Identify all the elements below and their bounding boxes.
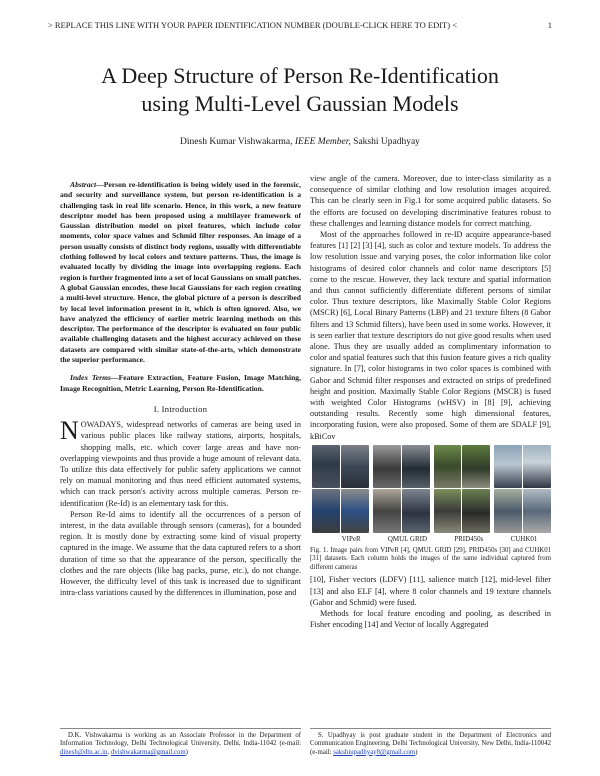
index-terms (60, 373, 301, 394)
figure-label: VIPeR (341, 534, 361, 543)
dropcap: N (60, 416, 79, 446)
footnote-left (60, 728, 301, 757)
figure-label: CUHK01 (510, 534, 538, 543)
paper-title (0, 62, 600, 118)
right-column (310, 173, 551, 630)
intro-paragraph-1-text: OWADAYS, widespread networks of cameras are being used in various public places like railway stations, airports, hospitals, shopping malls, etc. which cover large areas and have non-overlapping viewpoints and thus provide a huge amount of relevant data. To utilize this data effectively for public safety applications we cannot rely on manual monitoring and thus need efficient automated systems, which can track person's activity across multiple cameras. Person re-identification (Re-Id) is an elementary task for this. (60, 420, 301, 508)
abstract-text: —Person re-identification is being widely used in the forensic, and security and surveillance system, but person re-identification is a challenging task in real life scenario. Hence, in this work, a new feature descriptor model has been proposed using a multilayer framework of Gaussian distribution model on pixel features, which include color moments, color space values and Schmid filter responses. An image of a person usually consists of distinct body regions, usually with differentiable clothing followed by local colors and texture patterns. Thus, the image is evaluated locally by dividing the image into overlapping regions. Each region is further fragmented into a set of local Gaussians on small patches. A global Gaussian encodes, these local Gaussians for each region creating a multi-level structure. Hence, the global picture of a person is described by local level information present in it, which is often ignored. Also, we have analyzed the efficiency of earlier metric learning methods on this descriptor. The performance of the descriptor is evaluated on four public available challenging datasets and the highest accuracy achieved on these datasets are compared with similar state-of-the-arts, which demonstrate the superior performance. (60, 180, 301, 365)
abstract (60, 180, 301, 365)
author-1: Dinesh Kumar Vishwakarma, (180, 137, 293, 147)
intro-paragraph-1 (60, 416, 301, 509)
author-2: Sakshi Upadhyay (353, 137, 420, 147)
footnote-right-body: S. Upadhyay is post graduate student in the Department of Electronics and Communication Engineering, Delhi Technological University, New Delhi, India-110042 (e-mail: (310, 732, 551, 756)
index-terms-label: Index Terms (70, 373, 111, 383)
abstract-label: Abstract (70, 180, 97, 189)
footnote-left-body: D.K. Vishwakarma is working as an Associate Professor in the Department of Information Technology, Delhi Technological University, Delhi, India-11042 (e-mail: (60, 732, 301, 748)
figure-1-labels (310, 534, 551, 545)
section-heading: I. Introduction (153, 403, 208, 414)
dataset-photo-group-viper (312, 445, 369, 533)
paragraph-encoding: Methods for local feature encoding and pooling, as described in Fisher encoding [14] and Vector of locally Aggregated (310, 608, 551, 630)
footnote-end: ) (185, 748, 188, 756)
paragraph-approaches: Most of the approaches followed in re-ID acquire appearance-based features [1] [2] [3] [4], such as color and texture models. To address the low resolution issue and varying poses, the color information like color histograms of desired color channels and color name descriptors [5] come to the rescue. However, they lack texture and spatial information and thus cannot sufficiently differentiate different persons of similar color. Thus texture descriptors, like Maximally Stable Color Regions (MSCR) [6], Local Binary Patterns (LBP) and 21 texture filters (8 Gabor filters and 13 Schmid filters), have been used in some works. However, it is seen earlier that texture descriptors do not give good results when used alone. Thus they are usually added as complimentary information to color and spatial features such that this fusion feature gives a rich quality signature. In [7], color histograms in two color spaces is combined with Gabor and Schmid filter responses and extracted on strips of predefined height and position. Maximally Stable Color Regions (MSCR) is fused with weighted Color Histograms (wHSV) in [8] [9], achieving outstanding results. Recently some high dimensional features, incorporating fusion, were also proposed. Some of them are SDALF [9], kBiCov (310, 230, 551, 441)
paragraph-continued: view angle of the camera. Moreover, due to inter-class similarity as a consequence of similar clothing and low resolution images acquired. This can be clearly seen in Fig.1 for some acquired public datasets. So the efforts are focused on developing discriminative features robust to these challenges and learning distance models for correct matching. (310, 174, 551, 228)
dataset-photo-group-cuhk01 (494, 445, 551, 533)
email-link-1[interactable]: dinesh@dtu.ac.in (60, 748, 108, 756)
footnote-separator: , (107, 748, 110, 756)
header-notice: > REPLACE THIS LINE WITH YOUR PAPER IDENTIFICATION NUMBER (DOUBLE-CLICK HERE TO EDIT) < (48, 20, 457, 30)
index-terms-text: —Feature Extraction, Feature Fusion, Image Matching, Image Recognition, Metric Learning, Person Re-Identification. (60, 373, 302, 393)
author-1-role: IEEE Member, (294, 137, 351, 147)
footnote-end: ) (415, 748, 418, 756)
page-number: 1 (547, 20, 552, 30)
figure-label: QMUL GRID (387, 534, 428, 543)
figure-label: PRID450s (454, 534, 484, 543)
title-line: using Multi-Level Gaussian Models (141, 91, 459, 116)
footnote-right-text (310, 732, 551, 757)
email-link-3[interactable]: sakshiupadhyay8@gmail.com (333, 748, 416, 756)
paragraph-features: [10], Fisher vectors (LDFV) [11], salience match [12], mid-level filter [13] and also ELF [4], where 8 color channels and 19 texture channels (Gabor and Schmid) were fused. (310, 575, 551, 607)
email-link-2[interactable]: dvishwakarma@gmail.com (110, 748, 186, 756)
dataset-photo-group-qmul-grid (373, 445, 430, 533)
page-header (48, 20, 552, 30)
figure-1-caption: Fig. 1. Image pairs from VIPeR [4], QMUL GRID [29], PRID450s [30] and CUHK01 [31] datasets. Each column holds the images of the same individual captured from different cameras (310, 547, 551, 571)
dataset-photo-group-prid450s (434, 445, 491, 533)
figure-1-photos (310, 445, 551, 533)
footnote-right (310, 728, 551, 757)
footnote-left-text (60, 732, 301, 757)
authors (0, 137, 600, 147)
intro-paragraph-2: Person Re-Id aims to identify all the occurrences of a person of interest, in the data available through sensors (cameras), for a bounded region. It is mostly done by extracting some kind of visual property captured in the image. We assume that the data captured refers to a short duration of time so that the appearance of the person, specifically the clothes and the rare objects (like bag packs, purse, etc.), do not change. However, the difficulty level of this task is increased due to significant intra-class variations caused by the differences in illumination, pose and (60, 509, 301, 598)
figure-1 (310, 445, 551, 572)
left-column (60, 180, 301, 598)
title-line: A Deep Structure of Person Re-Identification (101, 63, 499, 88)
